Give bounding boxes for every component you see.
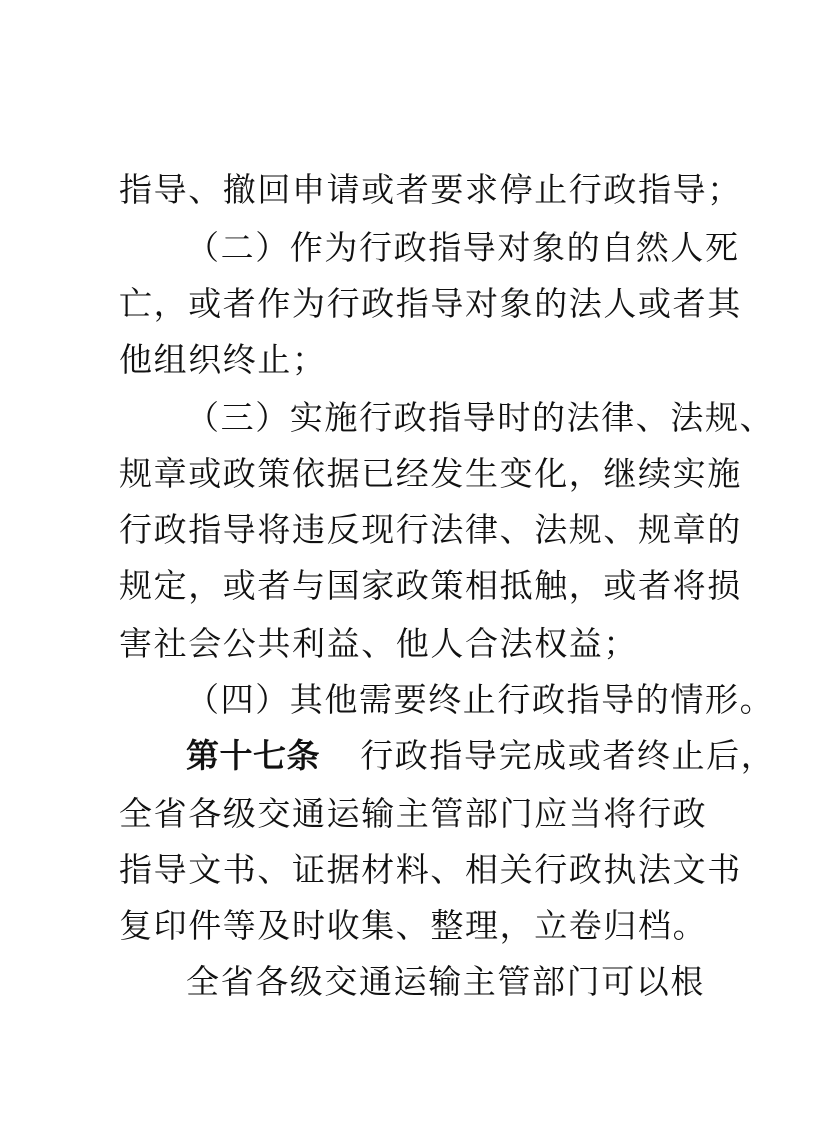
text-line-5: （三）实施行政指导时的法律、法规、: [186, 398, 775, 437]
text-line-13: 指导文书、证据材料、相关行政执法文书: [119, 850, 742, 889]
text-line-1: 指导、撤回申请或者要求停止行政指导；: [119, 170, 742, 209]
text-line-3: 亡，或者作为行政指导对象的法人或者其: [119, 284, 742, 323]
text-line-2: （二）作为行政指导对象的自然人死: [186, 228, 740, 267]
text-line-4: 他组织终止；: [119, 340, 327, 379]
text-line-15: 全省各级交通运输主管部门可以根: [186, 962, 705, 1001]
text-line-7: 行政指导将违反现行法律、法规、规章的: [119, 510, 742, 549]
article-heading: 第十七条: [186, 736, 320, 775]
text-line-6: 规章或政策依据已经发生变化，继续实施: [119, 454, 742, 493]
text-line-8: 规定，或者与国家政策相抵触，或者将损: [119, 566, 742, 605]
text-line-9: 害社会公共利益、他人合法权益；: [119, 624, 638, 663]
article-17-text: 行政指导完成或者终止后，: [360, 736, 776, 775]
text-line-10: （四）其他需要终止行政指导的情形。: [186, 680, 775, 719]
article-17-line: [186, 736, 775, 776]
text-line-14: 复印件等及时收集、整理，立卷归档。: [119, 906, 708, 945]
text-line-12: 全省各级交通运输主管部门应当将行政: [119, 794, 708, 833]
